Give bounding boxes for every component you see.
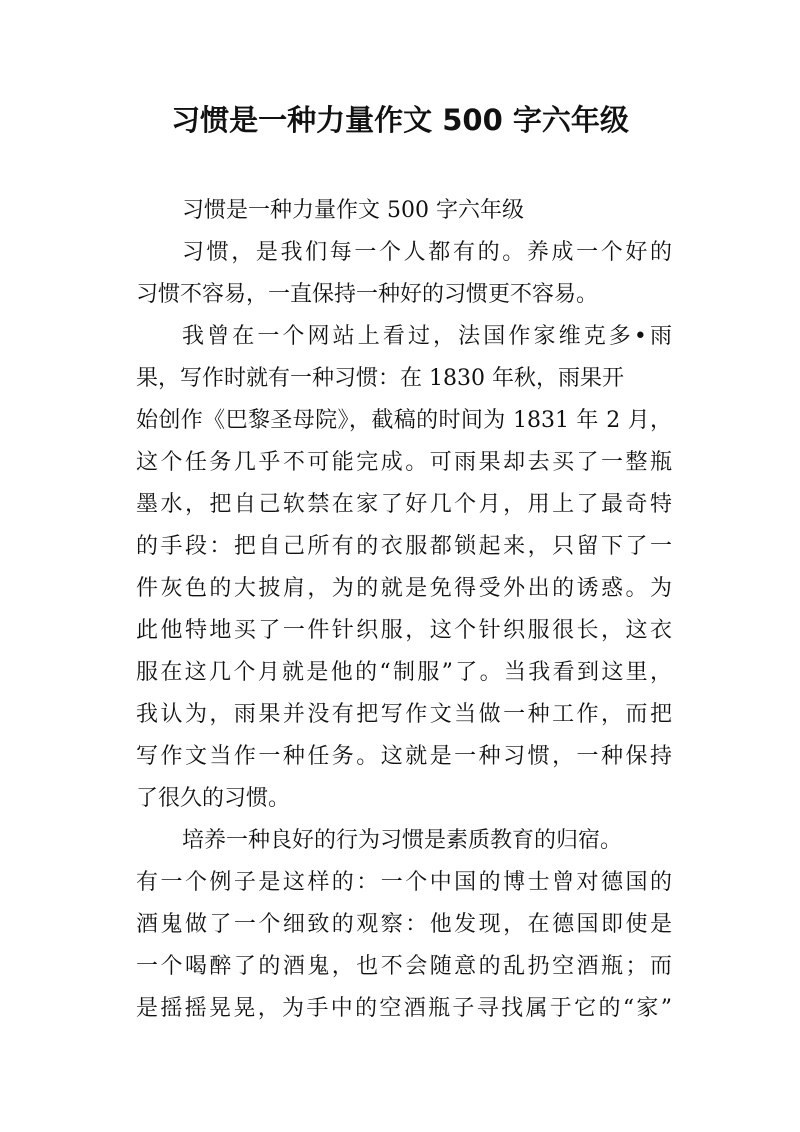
paragraph-line: 写作文当作一种任务。这就是一种习惯，一种保持	[136, 744, 672, 769]
paragraph-line: 酒鬼做了一个细致的观察：他发现，在德国即使是	[136, 912, 672, 937]
paragraph-line: 服在这几个月就是他的“制服”了。当我看到这里，	[136, 660, 672, 685]
paragraph-line: 此他特地买了一件针织服，这个针织服很长，这衣	[136, 618, 672, 643]
paragraph-line: 习惯不容易，一直保持一种好的习惯更不容易。	[136, 282, 599, 307]
paragraph-line: 习惯，是我们每一个人都有的。养成一个好的	[182, 240, 672, 265]
paragraph-line: 果，写作时就有一种习惯：在 1830 年秋，雨果开	[136, 366, 624, 391]
paragraph-line: 一个喝醉了的酒鬼，也不会随意的乱扔空酒瓶；而	[136, 954, 672, 979]
paragraph-line: 始创作《巴黎圣母院》，截稿的时间为 1831 年 2 月，	[136, 408, 672, 433]
paragraph-line: 这个任务几乎不可能完成。可雨果却去买了一整瓶	[136, 450, 672, 475]
paragraph-line: 是摇摇晃晃，为手中的空酒瓶子寻找属于它的“家”	[136, 996, 672, 1021]
document-title: 习惯是一种力量作文 500 字六年级	[171, 103, 629, 137]
paragraph-line: 培养一种良好的行为习惯是素质教育的归宿。	[182, 828, 623, 853]
paragraph-line: 我曾在一个网站上看过，法国作家维克多•雨	[182, 324, 672, 349]
paragraph-line: 了很久的习惯。	[136, 786, 291, 811]
paragraph-line: 件灰色的大披肩，为的就是免得受外出的诱惑。为	[136, 576, 672, 601]
paragraph-line: 墨水，把自己软禁在家了好几个月，用上了最奇特	[136, 492, 672, 517]
paragraph-line: 的手段：把自己所有的衣服都锁起来，只留下了一	[136, 534, 672, 559]
paragraph-line: 有一个例子是这样的：一个中国的博士曾对德国的	[136, 870, 672, 895]
paragraph-line: 我认为，雨果并没有把写作文当做一种工作，而把	[136, 702, 672, 727]
paragraph-line: 习惯是一种力量作文 500 字六年级	[182, 198, 524, 223]
document-body	[136, 190, 672, 1030]
